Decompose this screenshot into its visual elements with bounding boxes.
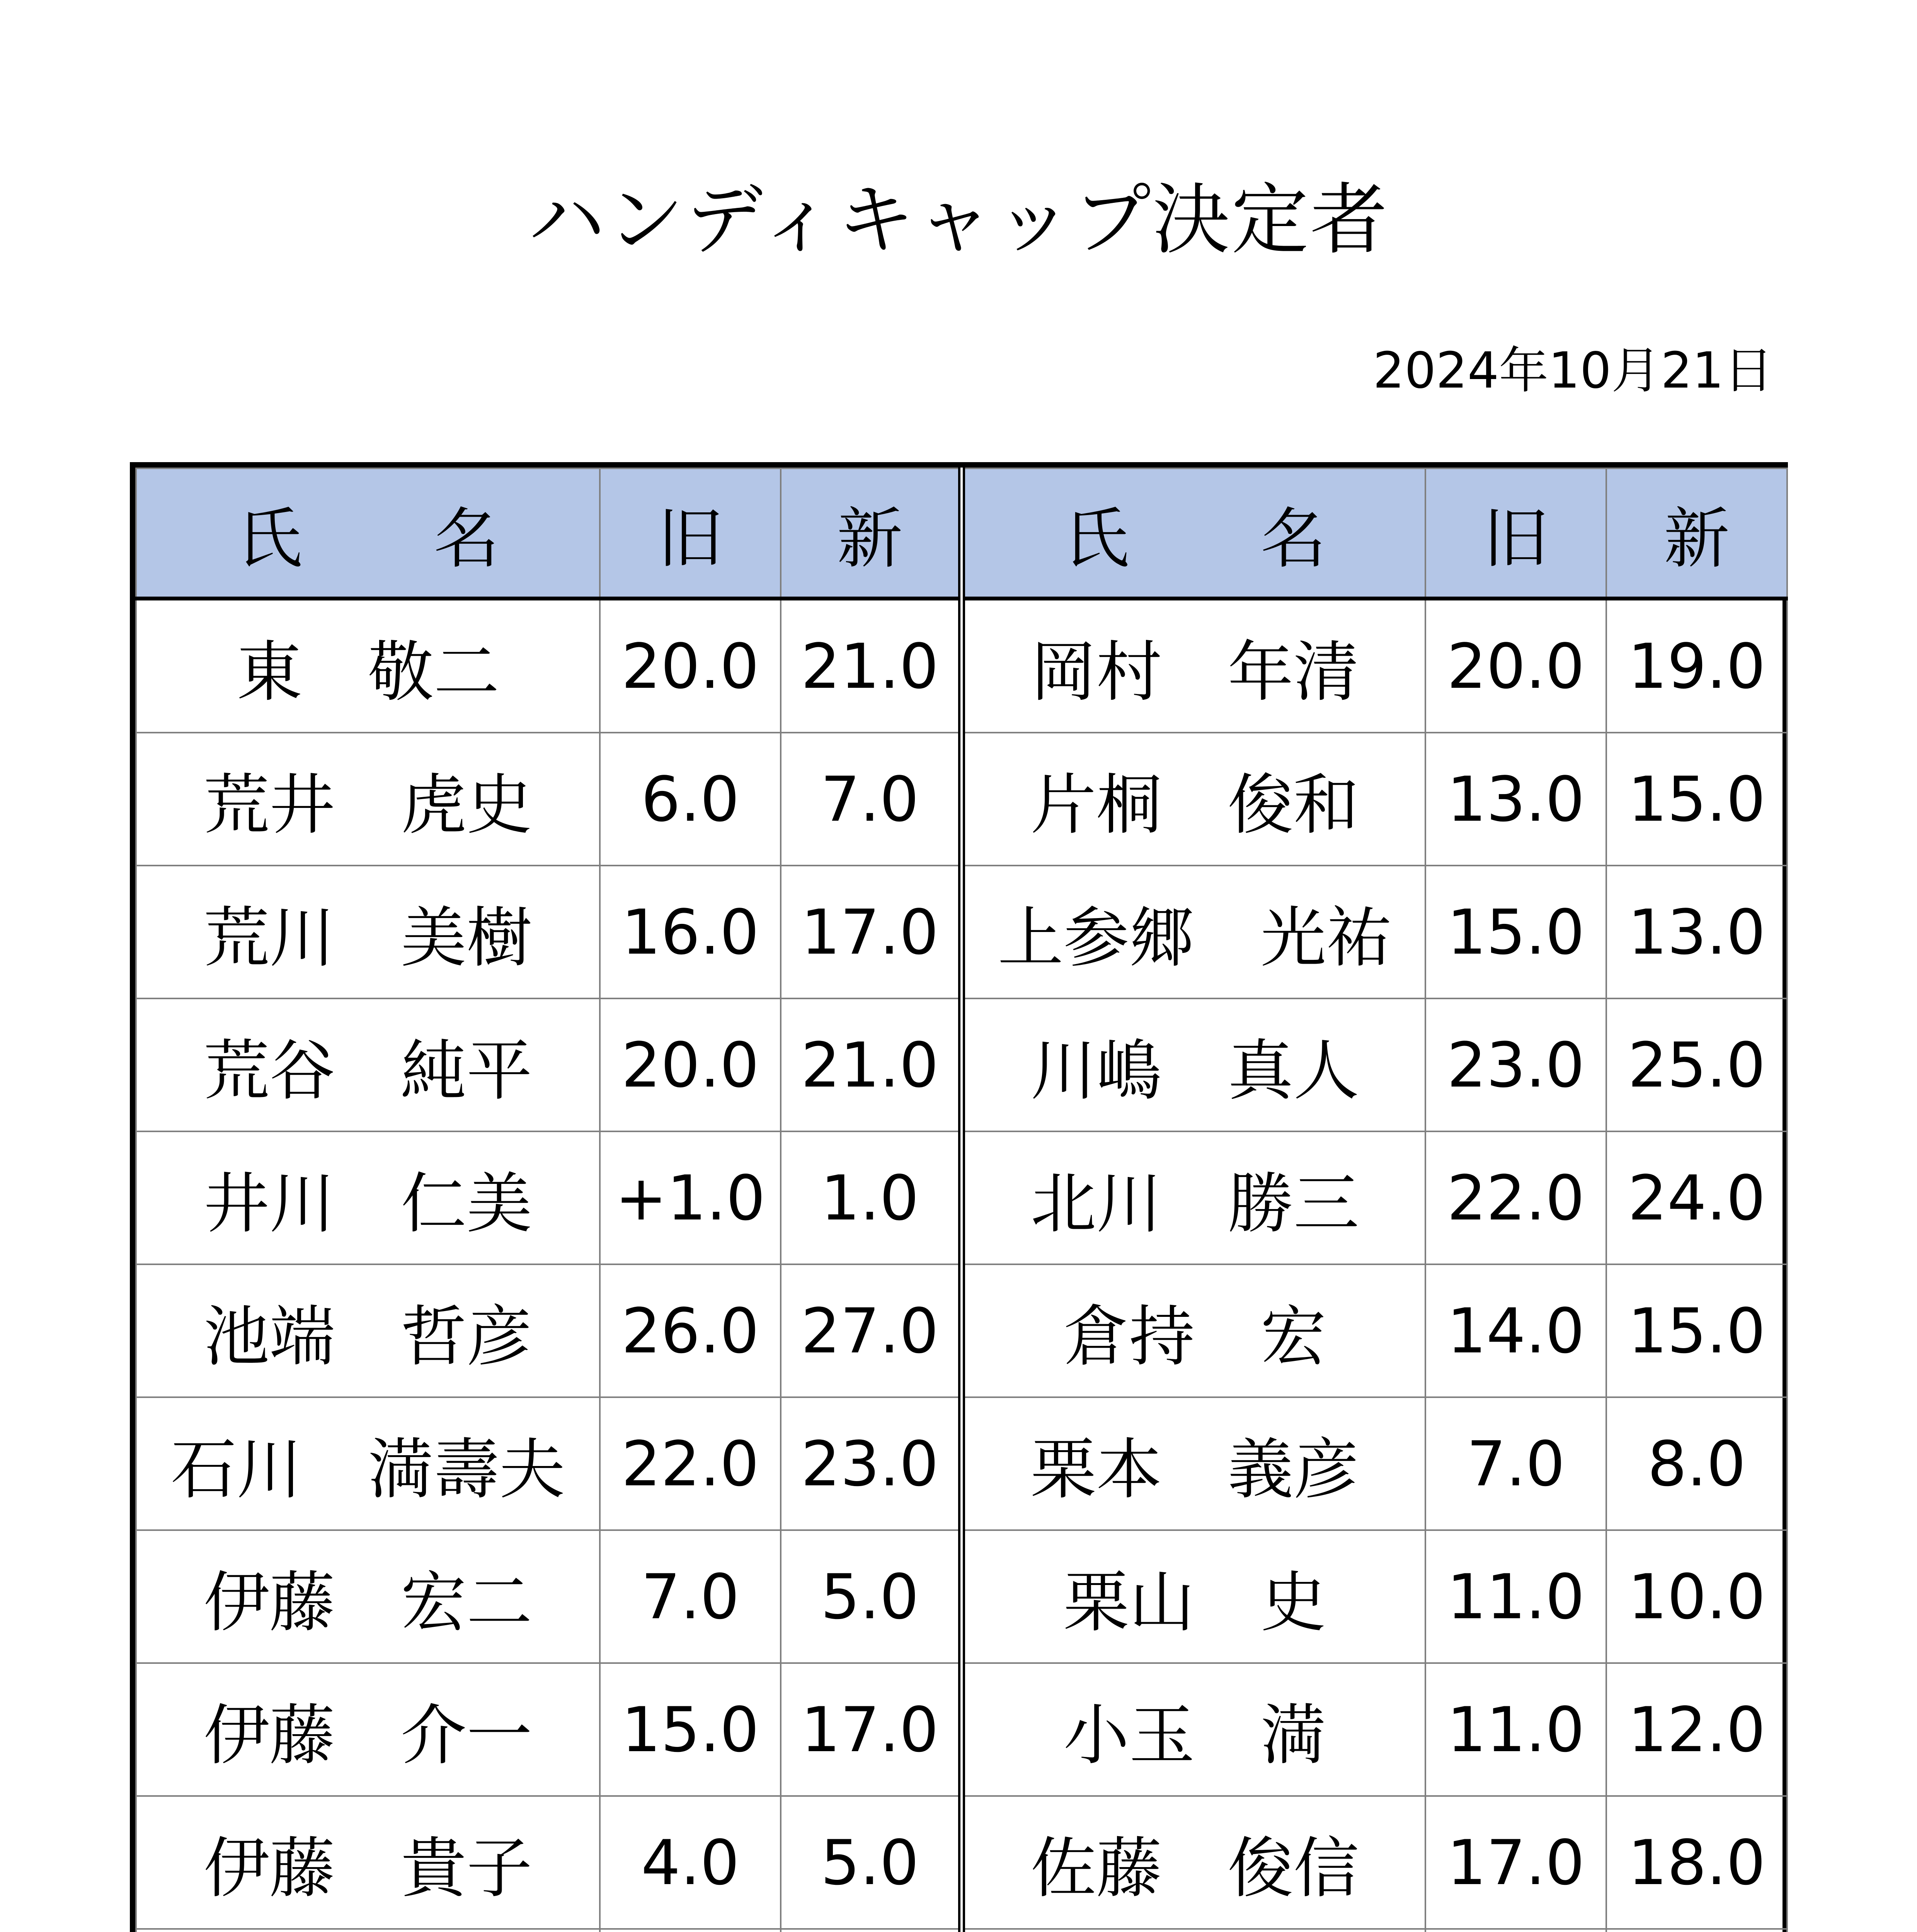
new-handicap-cell: 7.0	[781, 733, 962, 866]
old-handicap-cell: 6.0	[600, 733, 781, 866]
table-row	[136, 1796, 1787, 1929]
new-handicap-cell: 27.0	[781, 1264, 962, 1397]
name-cell	[136, 1929, 600, 1932]
table-row	[136, 1530, 1787, 1663]
new-handicap-cell: 13.0	[1606, 866, 1787, 998]
name-cell: 荒川 美樹	[136, 866, 600, 998]
name-cell	[962, 1929, 1425, 1932]
old-handicap-cell: 20.0	[1425, 599, 1606, 733]
table-row	[136, 998, 1787, 1131]
old-handicap-cell	[1425, 1929, 1606, 1932]
table-row	[136, 1264, 1787, 1397]
old-handicap-cell: 7.0	[600, 1530, 781, 1663]
old-handicap-cell: 15.0	[1425, 866, 1606, 998]
name-cell: 片桐 俊和	[962, 733, 1425, 866]
name-cell: 佐藤 俊信	[962, 1796, 1425, 1929]
new-handicap-cell: 5.0	[781, 1796, 962, 1929]
name-cell: 岡村 年清	[962, 599, 1425, 733]
name-cell: 東 敬二	[136, 599, 600, 733]
new-handicap-cell: 19.0	[1606, 599, 1787, 733]
old-handicap-cell: 15.0	[600, 1663, 781, 1796]
name-cell: 北川 勝三	[962, 1131, 1425, 1264]
new-handicap-cell: 10.0	[1606, 1530, 1787, 1663]
name-cell: 伊藤 宏二	[136, 1530, 600, 1663]
handicap-table-frame	[130, 462, 1788, 1932]
old-handicap-cell: 16.0	[600, 866, 781, 998]
new-handicap-cell: 12.0	[1606, 1663, 1787, 1796]
header-name-left: 氏 名	[136, 468, 600, 599]
name-cell: 伊藤 貴子	[136, 1796, 600, 1929]
new-handicap-cell: 25.0	[1606, 998, 1787, 1131]
old-handicap-cell: +1.0	[600, 1131, 781, 1264]
name-cell: 上参郷 光祐	[962, 866, 1425, 998]
table-row	[136, 599, 1787, 733]
handicap-table	[135, 468, 1788, 1932]
table-row	[136, 1929, 1787, 1932]
new-handicap-cell: 23.0	[781, 1397, 962, 1530]
new-handicap-cell	[1606, 1929, 1787, 1932]
old-handicap-cell: 22.0	[1425, 1131, 1606, 1264]
old-handicap-cell: 4.0	[600, 1796, 781, 1929]
name-cell: 栗山 史	[962, 1530, 1425, 1663]
name-cell: 井川 仁美	[136, 1131, 600, 1264]
new-handicap-cell: 15.0	[1606, 733, 1787, 866]
table-row	[136, 1397, 1787, 1530]
new-handicap-cell: 21.0	[781, 998, 962, 1131]
old-handicap-cell: 17.0	[1425, 1796, 1606, 1929]
new-handicap-cell	[781, 1929, 962, 1932]
new-handicap-cell: 21.0	[781, 599, 962, 733]
name-cell: 荒井 虎史	[136, 733, 600, 866]
table-row	[136, 1663, 1787, 1796]
header-old-left: 旧	[600, 468, 781, 599]
table-row	[136, 733, 1787, 866]
header-name-right: 氏 名	[962, 468, 1425, 599]
new-handicap-cell: 15.0	[1606, 1264, 1787, 1397]
name-cell: 栗本 義彦	[962, 1397, 1425, 1530]
new-handicap-cell: 17.0	[781, 866, 962, 998]
old-handicap-cell: 23.0	[1425, 998, 1606, 1131]
name-cell: 小玉 満	[962, 1663, 1425, 1796]
header-new-right: 新	[1606, 468, 1787, 599]
old-handicap-cell: 13.0	[1425, 733, 1606, 866]
new-handicap-cell: 24.0	[1606, 1131, 1787, 1264]
old-handicap-cell: 20.0	[600, 599, 781, 733]
header-row	[136, 468, 1787, 599]
name-cell: 川嶋 真人	[962, 998, 1425, 1131]
old-handicap-cell: 11.0	[1425, 1663, 1606, 1796]
table-body	[136, 599, 1787, 1932]
name-cell: 伊藤 介一	[136, 1663, 600, 1796]
old-handicap-cell: 26.0	[600, 1264, 781, 1397]
table-row	[136, 1131, 1787, 1264]
old-handicap-cell: 20.0	[600, 998, 781, 1131]
name-cell: 池端 哲彦	[136, 1264, 600, 1397]
header-new-left: 新	[781, 468, 962, 599]
old-handicap-cell: 11.0	[1425, 1530, 1606, 1663]
name-cell: 石川 満壽夫	[136, 1397, 600, 1530]
new-handicap-cell: 8.0	[1606, 1397, 1787, 1530]
date-label: 2024年10月21日	[1373, 342, 1773, 400]
old-handicap-cell: 7.0	[1425, 1397, 1606, 1530]
old-handicap-cell	[600, 1929, 781, 1932]
header-old-right: 旧	[1425, 468, 1606, 599]
new-handicap-cell: 18.0	[1606, 1796, 1787, 1929]
new-handicap-cell: 1.0	[781, 1131, 962, 1264]
name-cell: 倉持 宏	[962, 1264, 1425, 1397]
new-handicap-cell: 5.0	[781, 1530, 962, 1663]
old-handicap-cell: 22.0	[600, 1397, 781, 1530]
name-cell: 荒谷 純平	[136, 998, 600, 1131]
old-handicap-cell: 14.0	[1425, 1264, 1606, 1397]
page-title: ハンディキャップ決定者	[528, 175, 1389, 265]
new-handicap-cell: 17.0	[781, 1663, 962, 1796]
table-row	[136, 866, 1787, 998]
